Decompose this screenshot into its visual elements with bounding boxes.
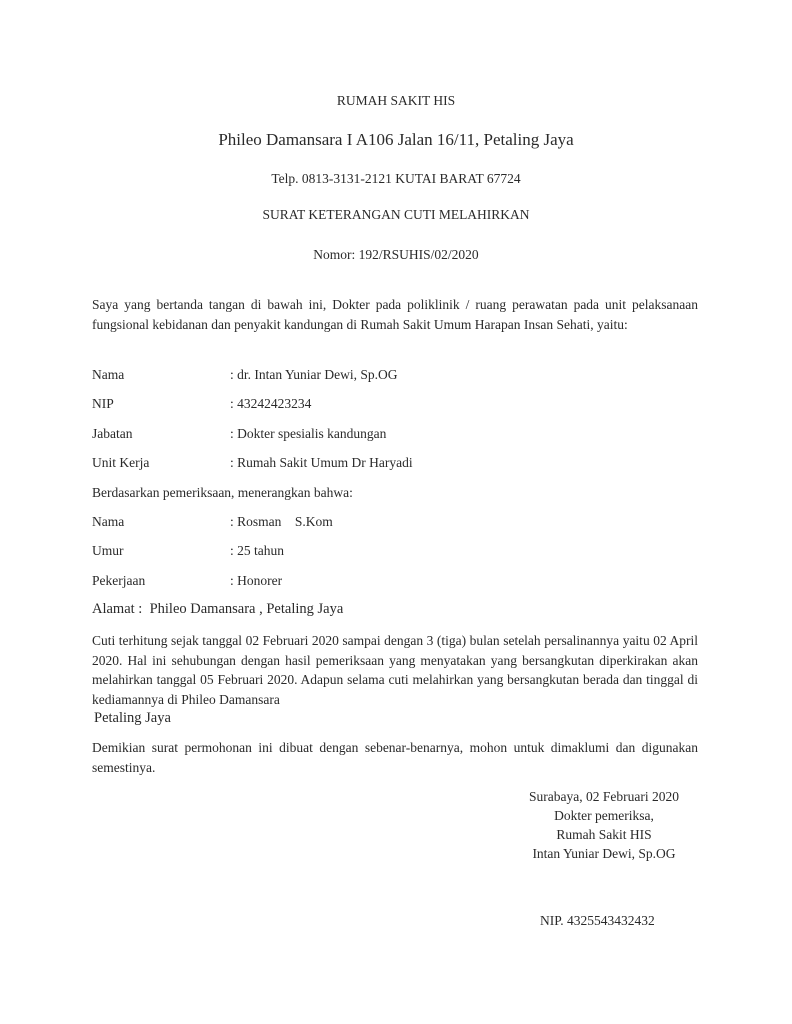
closing-paragraph: Demikian surat permohonan ini dibuat dengan sebenar-benarnya, mohon untuk dimaklumi dan digunakan semestinya. [92, 740, 698, 775]
doctor-nip-label: NIP [92, 396, 114, 411]
hospital-address: Phileo Damansara I A106 Jalan 16/11, Petaling Jaya [218, 130, 574, 149]
signature-place-date: Surabaya, 02 Februari 2020 [529, 789, 679, 804]
doctor-position-label: Jabatan [92, 426, 133, 441]
signature-role: Dokter pemeriksa, [554, 808, 654, 823]
signature-name: Intan Yuniar Dewi, Sp.OG [532, 846, 676, 861]
leave-continuation: Petaling Jaya [94, 710, 171, 726]
hospital-contact: Telp. 0813-3131-2121 KUTAI BARAT 67724 [271, 171, 521, 186]
patient-age-label: Umur [92, 543, 124, 558]
doctor-nip-value: : 43242423234 [230, 396, 312, 411]
doctor-unit-value: : Rumah Sakit Umum Dr Haryadi [230, 455, 413, 470]
patient-job-value: : Honorer [230, 573, 283, 588]
doctor-name-value: : dr. Intan Yuniar Dewi, Sp.OG [230, 367, 398, 382]
patient-job-label: Pekerjaan [92, 573, 146, 588]
patient-name-value: : Rosman S.Kom [230, 514, 333, 529]
letter-number: Nomor: 192/RSUHIS/02/2020 [313, 247, 479, 262]
patient-age-value: : 25 tahun [230, 543, 284, 558]
signature-nip: NIP. 4325543432432 [540, 913, 655, 928]
doctor-position-value: : Dokter spesialis kandungan [230, 426, 387, 441]
leave-text: Cuti terhitung sejak tanggal 02 Februari 2020 sampai dengan 3 (tiga) bulan setelah persalinannya yaitu 02 April 2020. Hal ini sehubungan dengan hasil pemeriksaan yang menyatakan yang bersangkutan diperkirakan akan melahirkan tanggal 05 Februari 2020. Adapun selama cuti melahirkan yang bersangkutan berada dan tinggal di kediamannya di Phileo Damansara [92, 633, 698, 707]
letter-title: SURAT KETERANGAN CUTI MELAHIRKAN [262, 207, 530, 222]
hospital-name: RUMAH SAKIT HIS [336, 93, 456, 108]
doctor-name-label: Nama [92, 367, 125, 382]
patient-name-label: Nama [92, 514, 125, 529]
doctor-unit-label: Unit Kerja [92, 455, 150, 470]
intro-paragraph: Saya yang bertanda tangan di bawah ini, Dokter pada poliklinik / ruang perawatan pada unit pelaksanaan fungsional kebidanan dan penyakit kandungan di Rumah Sakit Umum Harapan Insan Sehati, yaitu: [92, 297, 698, 332]
patient-address-line: Alamat : Phileo Damansara , Petaling Jaya [92, 601, 344, 617]
statement-line: Berdasarkan pemeriksaan, menerangkan bahwa: [92, 485, 353, 500]
signature-institution: Rumah Sakit HIS [556, 827, 652, 842]
leave-paragraph [92, 631, 698, 729]
